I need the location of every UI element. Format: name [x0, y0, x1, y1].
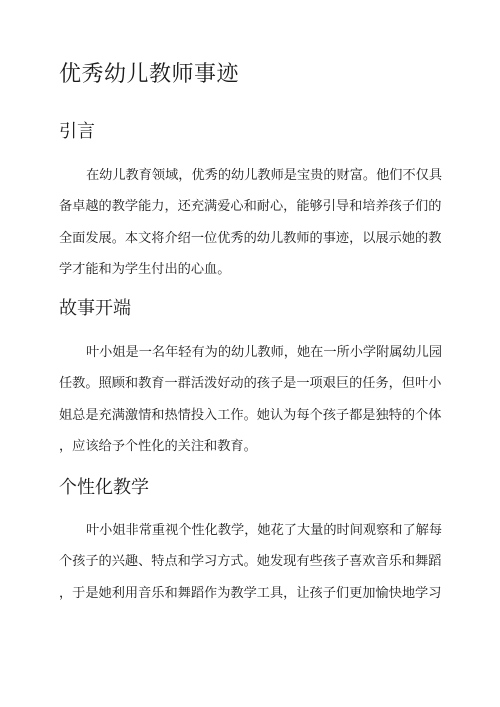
- section-paragraph-personalized-teaching: [59, 515, 444, 609]
- section-heading-story-start: 故事开端: [59, 298, 131, 319]
- paragraph-line: 叶小姐是一名年轻有为的幼儿教师，她在一所小学附属幼儿园: [86, 345, 443, 360]
- paragraph-line: 个孩子的兴趣、特点和学习方式。她发现有些孩子喜欢音乐和舞蹈: [59, 554, 442, 570]
- paragraph-line: 备卓越的教学能力，还充满爱心和耐心，能够引导和培养孩子们的: [59, 199, 442, 215]
- paragraph-line: 姐总是充满激情和热情投入工作。她认为每个孩子都是独特的个体: [59, 407, 442, 423]
- section-heading-intro: 引言: [59, 121, 95, 142]
- section-paragraph-story-start: [59, 337, 444, 462]
- paragraph-line: ，应该给予个性化的关注和教育。: [59, 438, 257, 454]
- paragraph-line: ，于是她利用音乐和舞蹈作为教学工具，让孩子们更加愉快地学习: [59, 585, 442, 601]
- section-paragraph-intro: [59, 160, 444, 285]
- paragraph-line: 全面发展。本文将介绍一位优秀的幼儿教师的事迹，以展示她的教: [59, 230, 442, 246]
- paragraph-line: 任教。照顾和教育一群活泼好动的孩子是一项艰巨的任务，但叶小: [59, 376, 442, 392]
- paragraph-line: 叶小姐非常重视个性化教学，她花了大量的时间观察和了解每: [86, 523, 443, 538]
- paragraph-line: 在幼儿教育领域，优秀的幼儿教师是宝贵的财富。他们不仅具: [86, 168, 443, 183]
- document-title: 优秀幼儿教师事迹: [59, 62, 240, 87]
- section-heading-personalized-teaching: 个性化教学: [59, 477, 149, 498]
- paragraph-line: 学才能和为学生付出的心血。: [59, 261, 231, 277]
